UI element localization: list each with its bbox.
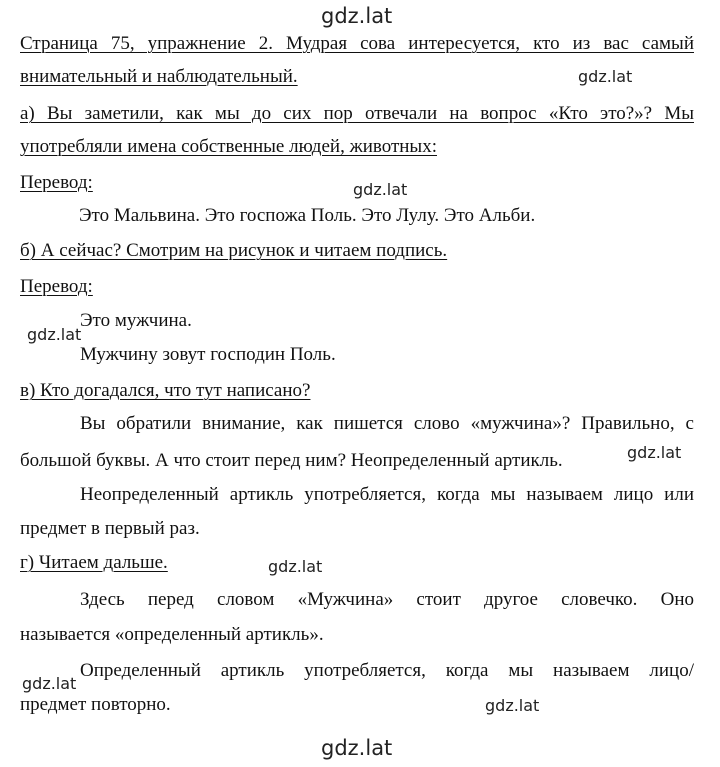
section-d-question: г) Читаем дальше. — [20, 552, 168, 573]
exercise-header-line: внимательный и наблюдательный. — [20, 66, 298, 87]
translation-label: Перевод: — [20, 172, 93, 193]
watermark: gdz.lat — [578, 67, 633, 86]
watermark-top: gdz.lat — [321, 4, 393, 28]
paragraph-line: большой буквы. А что стоит перед ним? Неопределенный артикль. — [20, 450, 563, 471]
translation-text: Это мужчина. — [80, 310, 192, 331]
paragraph-line: называется «определенный артикль». — [20, 624, 324, 645]
paragraph-line: Здесь перед словом «Мужчина» стоит другое словечко. Оно — [80, 589, 694, 610]
section-a-question: а) Вы заметили, как мы до сих пор отвечали на вопрос «Кто это?»? Мы — [20, 103, 694, 124]
watermark: gdz.lat — [627, 443, 682, 462]
translation-text: Это Мальвина. Это госпожа Поль. Это Лулу. Это Альби. — [79, 205, 536, 226]
translation-label: Перевод: — [20, 276, 93, 297]
paragraph-line: Неопределенный артикль употребляется, когда мы называем лицо или — [80, 484, 694, 505]
watermark: gdz.lat — [22, 674, 77, 693]
paragraph-line: предмет повторно. — [20, 694, 171, 715]
section-a-question: употребляли имена собственные людей, животных: — [20, 136, 437, 157]
section-c-question: в) Кто догадался, что тут написано? — [20, 380, 311, 401]
paragraph-line: Вы обратили внимание, как пишется слово «мужчина»? Правильно, с — [80, 413, 694, 434]
translation-text: Мужчину зовут господин Поль. — [80, 344, 336, 365]
watermark: gdz.lat — [27, 325, 82, 344]
paragraph-line: Определенный артикль употребляется, когда мы называем лицо/ — [80, 660, 694, 681]
section-b-question: б) А сейчас? Смотрим на рисунок и читаем подпись. — [20, 240, 448, 261]
watermark-bottom: gdz.lat — [321, 736, 393, 760]
watermark: gdz.lat — [268, 557, 323, 576]
paragraph-line: предмет в первый раз. — [20, 518, 200, 539]
exercise-header-line: Страница 75, упражнение 2. Мудрая сова интересуется, кто из вас самый — [20, 33, 694, 54]
watermark: gdz.lat — [485, 696, 540, 715]
watermark: gdz.lat — [353, 180, 408, 199]
